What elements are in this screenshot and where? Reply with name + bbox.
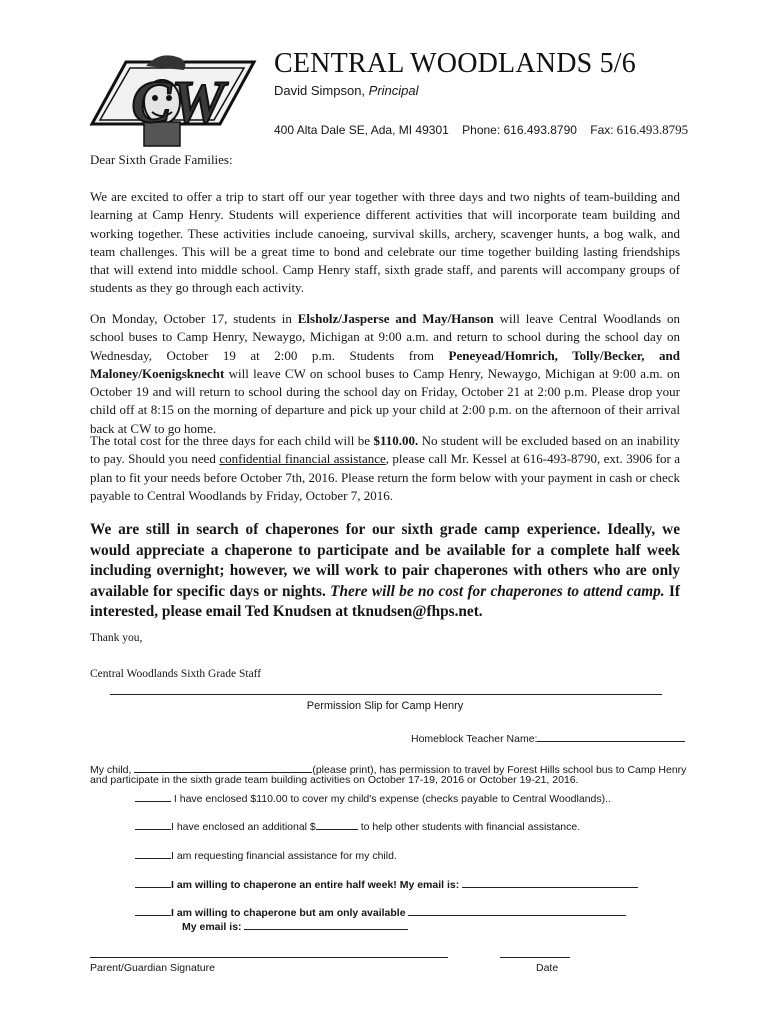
fax-number: 616.493.8795: [616, 122, 689, 137]
schedule-text: On Monday, October 17, students in: [90, 311, 298, 326]
donation-amount-input[interactable]: [316, 818, 358, 830]
cost-text: , please call Mr. Kessel at 616-493-8790, ext. 3906 for a plan to fit your needs before October 7th, 2016. Please return the form below with your payment in cash or check payable to Central Woodlands by Friday, October 7, 2016.: [90, 451, 680, 503]
option-enclosed-payment: [135, 790, 611, 805]
child-label: My child,: [90, 764, 135, 776]
date-input[interactable]: [500, 957, 570, 958]
option-full-chaperone: [135, 876, 638, 891]
schedule-text: will leave Central Woodlands on school buses to Camp Henry, Newaygo, Michigan at 9:00 a.m. and return to school during the school day on Wednesday, October 19 at 2:00 p.m. Students from: [90, 311, 680, 363]
closing: Thank you,: [90, 632, 143, 644]
chaperone-contact: If interested, please email Ted Knudsen at tknudsen@fhps.net.: [90, 582, 681, 621]
homeblock-teacher-input[interactable]: [537, 730, 685, 742]
partial-chaperone-checkline[interactable]: [135, 904, 171, 916]
homeblock-label: Homeblock Teacher Name:: [411, 733, 538, 745]
partial-chaperone-email-input[interactable]: [244, 918, 408, 930]
cost-text: The total cost for the three days for each child will be: [90, 433, 374, 448]
option-label: I am willing to chaperone but am only available: [171, 907, 409, 919]
school-phone: Phone: 616.493.8790: [462, 123, 577, 137]
option-label: I have enclosed $110.00 to cover my child's expense (checks payable to Central Woodlands)..: [173, 793, 611, 805]
date-label: Date: [536, 962, 559, 974]
participation-text: and participate in the sixth grade team building activities on October 17-19, 2016 or October 19-21, 2016.: [90, 774, 579, 786]
option-label: I have enclosed an additional $: [171, 821, 316, 833]
school-logo: [86, 46, 258, 158]
full-chaperone-checkline[interactable]: [135, 876, 171, 888]
school-name: CENTRAL WOODLANDS 5/6: [274, 48, 636, 79]
availability-input[interactable]: [408, 904, 626, 916]
signature-input[interactable]: [90, 957, 448, 958]
group-one-teachers: Elsholz/Jasperse and May/Hanson: [297, 311, 494, 326]
option-label: I am requesting financial assistance for my child.: [171, 850, 397, 862]
salutation: Dear Sixth Grade Families:: [90, 152, 233, 167]
child-name-input[interactable]: [134, 761, 312, 773]
child-permission-text: (please print), has permission to travel by Forest Hills school bus to Camp Henry: [312, 764, 687, 776]
homeblock-field: [411, 730, 685, 745]
partial-chaperone-email: [182, 918, 408, 933]
principal-name: David Simpson,: [274, 83, 366, 98]
financial-assistance-link: confidential financial assistance: [219, 451, 386, 467]
slip-divider: [110, 694, 662, 695]
chaperone-no-cost: There will be no cost for chaperones to attend camp.: [330, 582, 665, 600]
cost-text: No student will be excluded based on an inability to pay. Should you need: [90, 433, 680, 467]
request-assistance-checkline[interactable]: [135, 847, 171, 859]
full-chaperone-email-input[interactable]: [462, 876, 638, 888]
enclosed-payment-checkline[interactable]: [135, 790, 171, 802]
slip-title: Permission Slip for Camp Henry: [306, 700, 464, 712]
option-partial-chaperone: [135, 904, 626, 919]
logo-text: CW: [131, 69, 225, 135]
paragraph-cost: [90, 432, 680, 505]
group-two-teachers: Peneyead/Homrich, Tolly/Becker, and Maloney/Koenigsknecht: [90, 347, 680, 381]
paragraph-chaperones: [90, 520, 680, 623]
fax-label: Fax:: [590, 123, 614, 137]
option-request-assistance: [135, 847, 397, 862]
schedule-text: will leave CW on school buses to Camp Henry, Newaygo, Michigan at 9:00 a.m. on October 19 and will return to school during the school day on Friday, October 21 at 2:00 p.m. Please drop your child off at 8:15 on the morning of departure and pick up your child at 2:00 p.m. on the afternoon of their arrival back at CW to go home.: [90, 365, 680, 436]
option-label: to help other students with financial assistance.: [357, 821, 581, 833]
signoff: Central Woodlands Sixth Grade Staff: [90, 668, 262, 680]
paragraph-schedule: [90, 310, 680, 438]
principal-title: Principal: [368, 83, 419, 98]
additional-donation-checkline[interactable]: [135, 818, 171, 830]
signature-label: Parent/Guardian Signature: [90, 962, 215, 974]
chaperone-text: We are still in search of chaperones for our sixth grade camp experience. Ideally, we would appreciate a chaperone to participate and be available for a complete half week including overnight; however, we will work to pair chaperones with others who are only available for specific days or nights.: [90, 521, 680, 600]
cost-amount: $110.00.: [373, 433, 419, 448]
school-address: 400 Alta Dale SE, Ada, MI 49301: [274, 123, 449, 137]
email-label: My email is:: [182, 921, 245, 933]
option-additional-donation: [135, 818, 580, 833]
contact-line: [274, 122, 698, 138]
paragraph-intro: We are excited to offer a trip to start off our year together with three days and two nights of team-building and learning at Camp Henry. Students will experience different activities that will incorporate team building and working together. These activities include canoeing, survival skills, archery, scavenger hunts, a bog walk, and team challenges. This will be a great time to bond and celebrate our time together building lasting friendships that will extend into middle school. Camp Henry staff, sixth grade staff, and parents will accompany groups of students as they go through each activity.: [90, 189, 680, 296]
option-label: I am willing to chaperone an entire half week! My email is:: [171, 879, 463, 891]
principal-line: [274, 83, 419, 98]
